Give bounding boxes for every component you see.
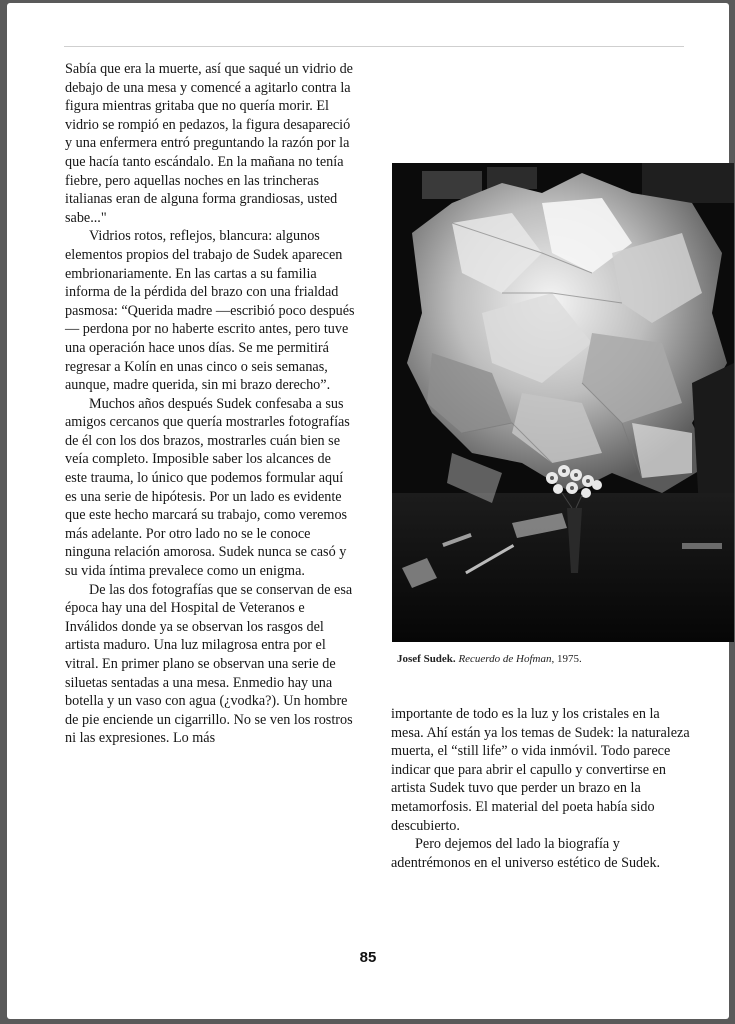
caption-year: , 1975.	[551, 653, 582, 665]
paragraph: Sabía que era la muerte, así que saqué un vidrio de debajo de una mesa y comencé a agitarlo contra la figura mientras gritaba que no quería morir. El vidrio se rompió en pedazos, la figura desapareció y una enfermera entró preguntando la razón por la que hacía tanto escándalo. En la mañana no tenía fiebre, pero aquellas noches en las trincheras italianas eran de alguna forma grandiosas, usted sabe..."	[65, 61, 353, 226]
header-rule	[64, 46, 684, 47]
figure-caption	[397, 653, 727, 665]
photograph	[392, 163, 734, 642]
right-column	[391, 705, 691, 872]
paragraph: Muchos años después Sudek confesaba a sus amigos cercanos que quería mostrarles fotografías de él con los dos brazos, mostrarles cuán bien se veía completo. Imposible saber los alcances de este trauma, lo único que podemos formular aquí es una serie de hipótesis. Por un lado es evidente que este hecho marcará su trabajo, como veremos más adelante. Por otro lado no se le conoce ninguna relación amorosa. Sudek nunca se casó y su vida íntima prevalece como un enigma.	[65, 395, 350, 580]
left-column	[65, 60, 355, 748]
page-number: 85	[359, 949, 377, 966]
paragraph: Vidrios rotos, reflejos, blancura: algunos elementos propios del trabajo de Sudek aparecen embrionariamente. En las cartas a su familia informa de la pérdida del brazo con una frialdad pasmosa: “Querida madre —escribió poco después— perdona por no haberte escrito antes, pero tuve una operación hace unos días. Se me permitirá regresar a Kolín en unas cinco o seis semanas, aunque, madre querida, sin mi brazo derecho”.	[65, 228, 355, 394]
caption-artist: Josef Sudek.	[397, 653, 456, 665]
paragraph: importante de todo es la luz y los cristales en la mesa. Ahí están ya los temas de Sudek: la naturaleza muerta, el “still life” o vida inmóvil. Todo parece indicar que para abrir el capullo y convertirse en artista Sudek tuvo que perder un brazo en la metamorfosis. El material del poeta había sido descubierto.	[391, 706, 690, 834]
document-page	[7, 3, 729, 1019]
paragraph: De las dos fotografías que se conservan de esa época hay una del Hospital de Veteranos e Inválidos donde ya se observan los rasgos del artista maduro. Una luz milagrosa entra por el vitral. En primer plano se observan una serie de siluetas sentadas a una mesa. Enmedio hay una botella y un vaso con agua (¿vodka?). Un hombre de pie enciende un cigarrillo. No se ven los rostros ni las expresiones. Lo más	[65, 581, 353, 747]
paragraph: Pero dejemos del lado la biografía y adentrémonos en el universo estético de Sudek.	[391, 836, 661, 871]
caption-title: Recuerdo de Hofman	[458, 653, 552, 665]
